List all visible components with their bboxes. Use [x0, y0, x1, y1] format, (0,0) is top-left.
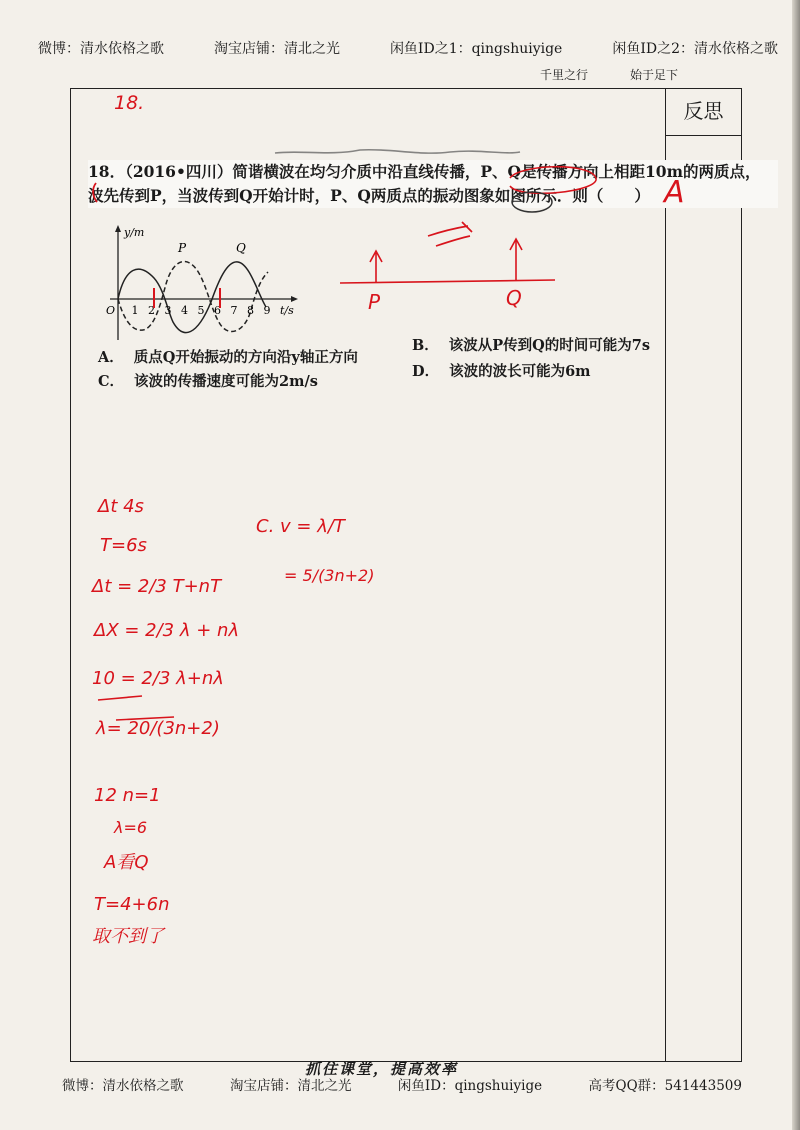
header-taobao: 淘宝店铺：清北之光 [213, 41, 340, 57]
graph-origin: O [106, 304, 116, 317]
hw-line-5: 10 = 2/3 λ+nλ [92, 668, 224, 689]
footer-taobao: 淘宝店铺：清北之光 [229, 1078, 352, 1094]
hw-line-4: ΔX = 2/3 λ + nλ [94, 620, 240, 641]
option-b-letter: B． [412, 337, 439, 354]
graph-tick-label: 4 [181, 304, 188, 317]
hw-question-number: 18. [114, 92, 145, 114]
hw-line-2: T=6s [100, 535, 147, 556]
motto-part-2: 始于足下 [630, 68, 679, 82]
graph-label-p: P [178, 241, 187, 255]
hw-line-1: Δt 4s [98, 496, 144, 517]
motto-part-1: 千里之行 [540, 68, 589, 82]
hw-line-7: 12 n=1 [94, 785, 161, 806]
option-c-letter: C． [98, 373, 125, 390]
graph-tick-label: 1 [131, 304, 139, 317]
hw-line-6: λ= 20/(3n+2) [96, 718, 220, 739]
ink-wavy-mark [275, 150, 520, 153]
ink-circle-tuxiang [512, 192, 552, 212]
hw-line-3: Δt = 2/3 T+nT [92, 576, 222, 597]
header-weibo: 微博：清水依格之歌 [38, 41, 164, 57]
header-xianyu-2: 闲鱼ID之2：清水依格之歌 [612, 41, 778, 57]
footer-weibo: 微博：清水依格之歌 [62, 1078, 184, 1094]
graph-tick-label: 7 [230, 304, 238, 317]
option-b-text: 该波从P传到Q的时间可能为7s [448, 337, 651, 354]
page-footer [62, 1074, 742, 1094]
footer-slogan: 抓住课堂，提高效率 [305, 1060, 459, 1078]
graph-x-label: t/s [280, 304, 294, 317]
ink-circle-p-q [510, 167, 596, 194]
hw-line-10: T=4+6n [94, 894, 170, 915]
option-d-text: 该波的波长可能为6m [449, 363, 591, 380]
hw-c-line-1: C. v = λ/T [256, 516, 345, 537]
hw-c-line-2: = 5/(3n+2) [284, 566, 375, 585]
reflection-heading: 反思 [665, 88, 742, 136]
graph-tick-label: 8 [247, 304, 254, 317]
footer-qq-group: 高考QQ群：541443509 [588, 1078, 742, 1094]
graph-label-q: Q [236, 241, 246, 255]
graph-tick-label: 6 [214, 304, 221, 317]
footer-xianyu: 闲鱼ID：qingshuiyige [397, 1078, 543, 1094]
hw-sketch-label-q: Q [506, 286, 522, 310]
graph-tick-label: 9 [263, 304, 271, 317]
option-d-letter: D． [412, 363, 440, 380]
graph-tick-label: 3 [164, 304, 172, 317]
ink-bracket-18 [93, 183, 97, 202]
sketch-axis [340, 280, 555, 283]
graph-tick-label: 2 [148, 304, 155, 317]
option-c-text: 该波的传播速度可能为2m/s [134, 373, 318, 390]
ink-fraction-1 [98, 696, 142, 700]
hw-line-11: 取不到了 [92, 926, 164, 947]
option-a-text: 质点Q开始振动的方向沿y轴正方向 [133, 349, 358, 366]
option-a-letter: A． [98, 349, 124, 366]
hw-line-9: A看Q [104, 852, 149, 873]
graph-y-label: y/m [124, 226, 145, 239]
hw-line-8: λ=6 [114, 818, 148, 837]
ink-arrow-mark [428, 222, 472, 246]
question-line-2: 波先传到P，当波传到Q开始计时，P、Q两质点的振动图象如图所示．则（ ） [88, 186, 650, 205]
hw-sketch-label-p: P [368, 290, 381, 314]
question-line-1: 18．（2016•四川）简谐横波在均匀介质中沿直线传播，P、Q是传播方向上相距10m的两质点， [88, 162, 761, 181]
hw-answer: A [664, 175, 685, 210]
header-xianyu-1: 闲鱼ID之1：qingshuiyige [389, 41, 563, 57]
graph-tick-label: 5 [197, 304, 205, 317]
